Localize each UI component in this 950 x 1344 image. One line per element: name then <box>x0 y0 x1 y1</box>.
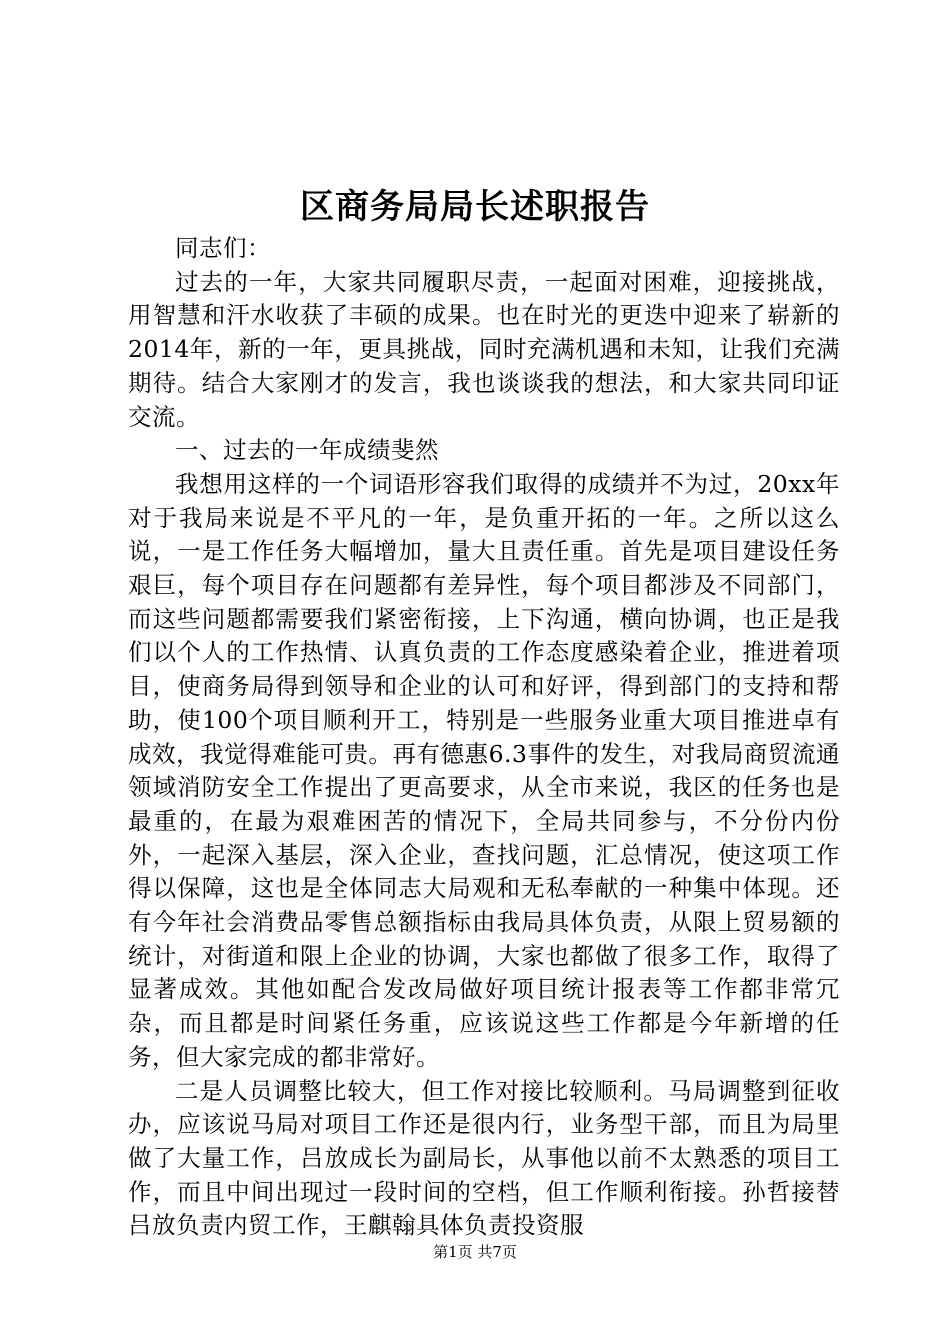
section-heading: 一、过去的一年成绩斐然 <box>175 436 439 465</box>
intro-paragraph: 过去的一年，大家共同履职尽责，一起面对困难，迎接挑战，用智慧和汗水收获了丰硕的成果。也在时光的更迭中迎来了崭新的2014年，新的一年，更具挑战，同时充满机遇和未知，让我们充满期待。结合大家刚才的发言，我也谈谈我的想法，和大家共同印证交流。 <box>128 267 840 431</box>
document-title: 区商务局局长述职报告 <box>300 187 650 227</box>
body-paragraph: 我想用这样的一个词语形容我们取得的成绩并不为过，20xx年对于我局来说是不平凡的一年，是负重开拓的一年。之所以这么说，一是工作任务大幅增加，量大且责任重。首先是项目建设任务艰巨，每个项目存在问题都有差异性，每个项目都涉及不同部门，而这些问题都需要我们紧密衔接，上下沟通，横向协调，也正是我们以个人的工作热情、认真负责的工作态度感染着企业，推进着项目，使商务局得到领导和企业的认可和好评，得到部门的支持和帮助，使100个项目顺利开工，特别是一些服务业重大项目推进卓有成效，我觉得难能可贵。再有德惠6.3事件的发生，对我局商贸流通领域消防安全工作提出了更高要求，从全市来说，我区的任务也是最重的，在最为艰难困苦的情况下，全局共同参与，不分份内份外，一起深入基层，深入企业，查找问题，汇总情况，使这项工作得以保障，这也是全体同志大局观和无私奉献的一种集中体现。还有今年社会消费品零售总额指标由我局具体负责，从限上贸易额的统计，对街道和限上企业的协调，大家也都做了很多工作，取得了显著成效。其他如配合发改局做好项目统计报表等工作都非常冗杂，而且都是时间紧任务重，应该说这些工作都是今年新增的任务，但大家完成的都非常好。 <box>128 469 840 1071</box>
page-number-footer: 第1页 共7页 <box>433 1243 517 1261</box>
body-paragraph: 二是人员调整比较大，但工作对接比较顺利。马局调整到征收办，应该说马局对项目工作还是很内行，业务型干部，而且为局里做了大量工作，吕放成长为副局长，从事他以前不太熟悉的项目工作，而且中间出现过一段时间的空档，但工作顺利衔接。孙哲接替吕放负责内贸工作，王麒翰具体负责投资服 <box>128 1076 840 1240</box>
salutation-paragraph: 同志们： <box>175 234 271 262</box>
document-body <box>128 232 840 1243</box>
